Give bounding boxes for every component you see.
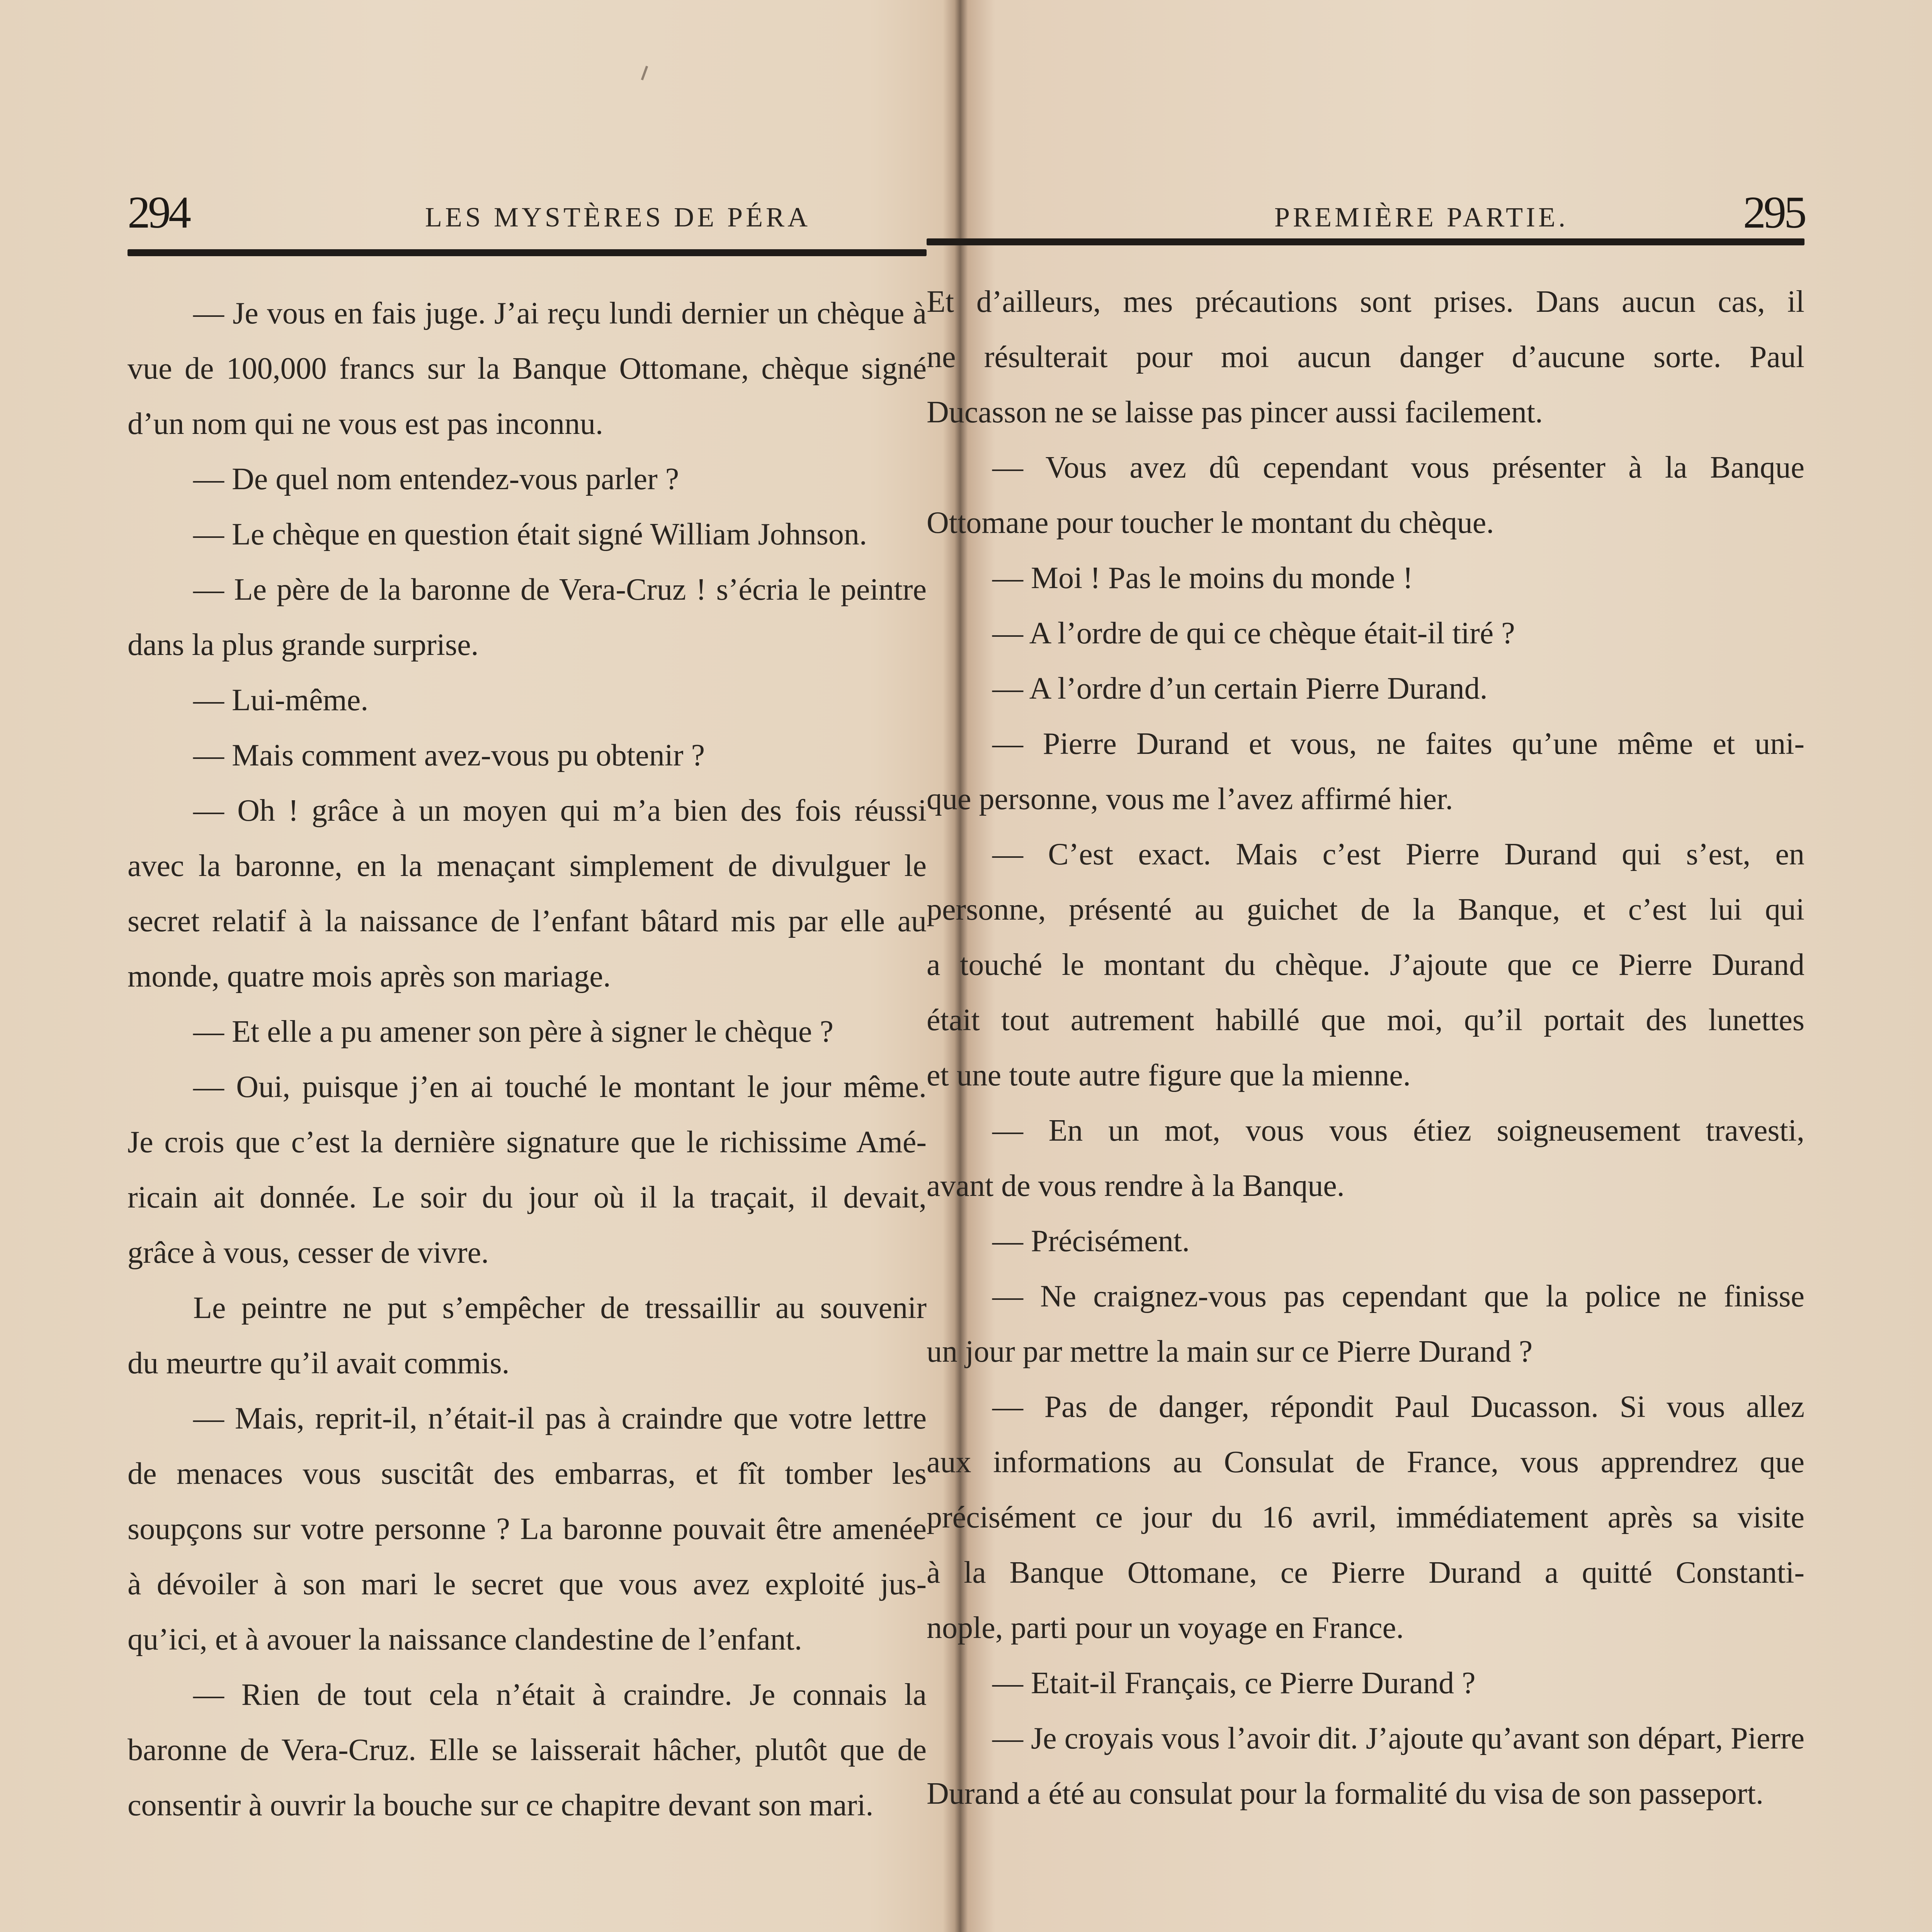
text-line: — Mais, reprit-il, n’était-il pas à craindre que votre lettre xyxy=(193,1401,927,1435)
text-line: secret relatif à la naissance de l’enfant bâtard mis par elle au xyxy=(128,904,927,938)
text-line: — Moi ! Pas le moins du monde ! xyxy=(992,561,1413,595)
text-line: — De quel nom entendez-vous parler ? xyxy=(193,462,679,496)
text-line: Ducasson ne se laisse pas pincer aussi facilement. xyxy=(927,395,1543,429)
text-line: personne, présenté au guichet de la Banque, et c’est lui qui xyxy=(927,893,1804,927)
text-line: soupçons sur votre personne ? La baronne pouvait être amenée xyxy=(128,1512,927,1546)
running-head xyxy=(927,182,1804,243)
right-page xyxy=(927,182,1804,1932)
text-line: ricain ait donnée. Le soir du jour où il la traçait, il devait, xyxy=(128,1180,927,1214)
text-line: — Pas de danger, répondit Paul Ducasson. Si vous allez xyxy=(992,1390,1804,1424)
text-line: — Oui, puisque j’en ai touché le montant le jour même. xyxy=(193,1070,927,1104)
text-line: — Le père de la baronne de Vera-Cruz ! s’écria le peintre xyxy=(193,573,927,607)
text-line: — A l’ordre de qui ce chèque était-il tiré ? xyxy=(992,616,1515,650)
left-page xyxy=(128,182,927,1932)
text-line: — Pierre Durand et vous, ne faites qu’une même et uni- xyxy=(992,727,1804,761)
text-line: que personne, vous me l’avez affirmé hier. xyxy=(927,782,1453,816)
text-line: avant de vous rendre à la Banque. xyxy=(927,1169,1345,1203)
running-title: LES MYSTÈRES DE PÉRA xyxy=(425,202,811,233)
text-line: qu’ici, et à avouer la naissance clandestine de l’enfant. xyxy=(128,1622,802,1656)
text-line: était tout autrement habillé que moi, qu’il portait des lunettes xyxy=(927,1003,1804,1037)
page-number: 295 xyxy=(1743,187,1804,238)
text-line: — Je vous en fais juge. J’ai reçu lundi dernier un chèque à xyxy=(193,296,927,330)
text-line: — C’est exact. Mais c’est Pierre Durand qui s’est, en xyxy=(992,837,1804,871)
text-line: à dévoiler à son mari le secret que vous avez exploité jus- xyxy=(128,1567,927,1601)
text-line: un jour par mettre la main sur ce Pierre Durand ? xyxy=(927,1335,1533,1369)
text-line: — Le chèque en question était signé William Johnson. xyxy=(193,517,867,551)
text-line: Le peintre ne put s’empêcher de tressaillir au souvenir xyxy=(193,1291,927,1325)
text-line: — Lui-même. xyxy=(193,683,369,717)
text-line: ne résulterait pour moi aucun danger d’aucune sorte. Paul xyxy=(927,340,1804,374)
text-line: — Je croyais vous l’avoir dit. J’ajoute qu’avant son départ, Pierre xyxy=(992,1721,1804,1755)
text-line: dans la plus grande surprise. xyxy=(128,628,479,662)
text-line: — Précisément. xyxy=(992,1224,1190,1258)
page-body xyxy=(128,286,927,1833)
text-line: — Etait-il Français, ce Pierre Durand ? xyxy=(992,1666,1476,1700)
text-line: Je crois que c’est la dernière signature que le richissime Amé- xyxy=(128,1125,927,1159)
page-body xyxy=(927,274,1804,1821)
text-line: baronne de Vera-Cruz. Elle se laisserait hâcher, plutôt que de xyxy=(128,1733,927,1767)
text-line: de menaces vous suscitât des embarras, et fît tomber les xyxy=(128,1457,927,1491)
running-title: PREMIÈRE PARTIE. xyxy=(1274,202,1569,233)
text-line: du meurtre qu’il avait commis. xyxy=(128,1346,510,1380)
text-line: Et d’ailleurs, mes précautions sont prises. Dans aucun cas, il xyxy=(927,285,1804,319)
text-line: — Ne craignez-vous pas cependant que la police ne finisse xyxy=(992,1279,1804,1313)
text-line: vue de 100,000 francs sur la Banque Ottomane, chèque signé xyxy=(128,352,927,386)
text-line: à la Banque Ottomane, ce Pierre Durand a quitté Constanti- xyxy=(927,1556,1804,1590)
text-line: — En un mot, vous vous étiez soigneusement travesti, xyxy=(992,1114,1804,1148)
text-line: consentir à ouvrir la bouche sur ce chapitre devant son mari. xyxy=(128,1788,874,1822)
text-line: — Mais comment avez-vous pu obtenir ? xyxy=(193,738,705,772)
stray-mark xyxy=(641,66,648,80)
text-line: — Et elle a pu amener son père à signer le chèque ? xyxy=(193,1015,834,1049)
text-line: aux informations au Consulat de France, vous apprendrez que xyxy=(927,1445,1804,1479)
text-line: Ottomane pour toucher le montant du chèque. xyxy=(927,506,1494,540)
text-line: précisément ce jour du 16 avril, immédiatement après sa visite xyxy=(927,1500,1804,1534)
text-line: — Rien de tout cela n’était à craindre. Je connais la xyxy=(193,1678,927,1712)
text-line: avec la baronne, en la menaçant simplement de divulguer le xyxy=(128,849,927,883)
text-line: grâce à vous, cesser de vivre. xyxy=(128,1236,489,1270)
text-line: — Oh ! grâce à un moyen qui m’a bien des fois réussi xyxy=(193,794,927,828)
text-line: et une toute autre figure que la mienne. xyxy=(927,1058,1411,1092)
text-line: d’un nom qui ne vous est pas inconnu. xyxy=(128,407,603,441)
text-line: a touché le montant du chèque. J’ajoute que ce Pierre Durand xyxy=(927,948,1804,982)
text-line: — A l’ordre d’un certain Pierre Durand. xyxy=(992,672,1488,706)
text-line: monde, quatre mois après son mariage. xyxy=(128,959,611,993)
running-head xyxy=(128,182,927,243)
page-number: 294 xyxy=(128,187,189,238)
text-line: Durand a été au consulat pour la formalité du visa de son passeport. xyxy=(927,1777,1764,1811)
header-rule xyxy=(128,249,927,256)
text-line: — Vous avez dû cependant vous présenter à la Banque xyxy=(992,451,1804,485)
text-line: nople, parti pour un voyage en France. xyxy=(927,1611,1404,1645)
